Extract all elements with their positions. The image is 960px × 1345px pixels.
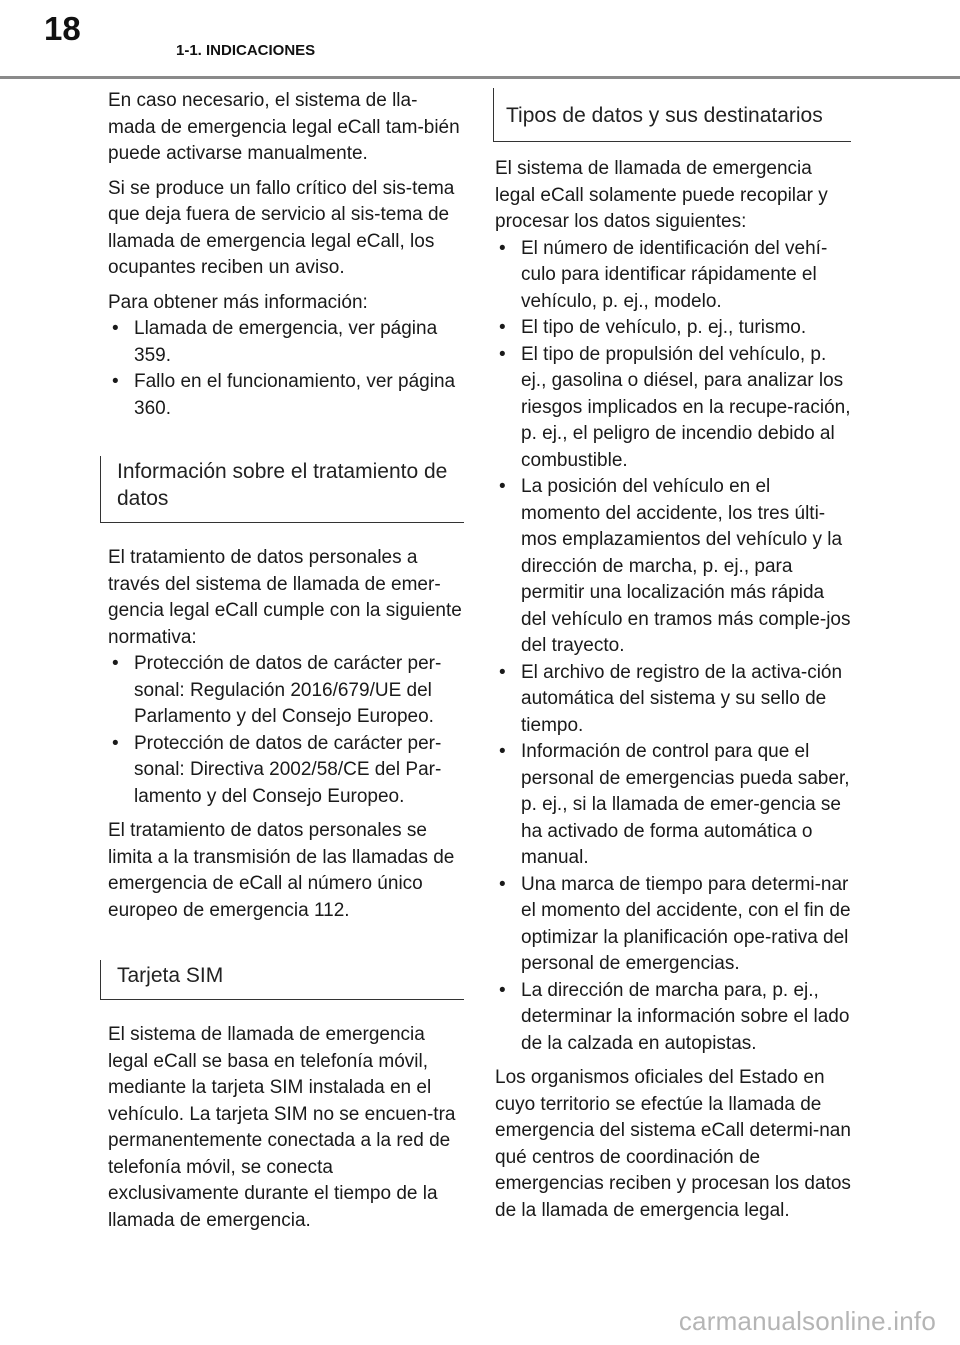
paragraph: El tratamiento de datos personales se limita a la transmisión de las llamadas de emergencia de eCall al número único europeo de emergencia 112.: [108, 820, 455, 921]
page-number: 18: [44, 10, 81, 47]
section-heading-sim-card: Tarjeta SIM: [100, 960, 464, 1000]
list-item: • Protección de datos de carácter per-sonal: Regulación 2016/679/UE del Parlamento y del Consejo Europeo.: [108, 651, 464, 731]
section-heading-data-processing: Información sobre el tratamiento de datos: [100, 456, 464, 523]
paragraph: En caso necesario, el sistema de lla-mada de emergencia legal eCall tam-bién puede activarse manualmente.: [108, 90, 460, 164]
list-item: • Fallo en el funcionamiento, ver página 360.: [108, 369, 464, 422]
paragraph: El tratamiento de datos personales a través del sistema de llamada de emer-gencia legal eCall cumple con la siguiente normativa:: [108, 547, 462, 648]
list-item: • Una marca de tiempo para determi-nar el momento del accidente, con el fin de optimizar la planificación ope-rativa del personal de emergencias.: [495, 872, 851, 978]
section-title: 1-1. INDICACIONES: [176, 42, 316, 59]
left-column: [108, 88, 464, 1242]
header-divider: [0, 76, 960, 79]
page-header: [0, 0, 960, 82]
paragraph: El sistema de llamada de emergencia legal eCall se basa en telefonía móvil, mediante la tarjeta SIM instalada en el vehículo. La tarjeta SIM no se encuen-tra permanentemente conectada a la red de telefonía móvil, se conecta exclusivamente durante el tiempo de la llamada de emergencia.: [108, 1024, 456, 1231]
right-column: [495, 88, 851, 1232]
list-item: • La dirección de marcha para, p. ej., determinar la información sobre el lado de la calzada en autopistas.: [495, 978, 851, 1058]
list-item: • Protección de datos de carácter per-sonal: Directiva 2002/58/CE del Par-lamento y del Consejo Europeo.: [108, 731, 464, 811]
paragraph: Los organismos oficiales del Estado en cuyo territorio se efectúe la llamada de emergencia del sistema eCall determi-nan qué centros de coordinación de emergencias reciben y procesan los datos de la llamada de emergencia legal.: [495, 1067, 851, 1221]
paragraph: Para obtener más información:: [108, 291, 368, 313]
list-item: • Información de control para que el personal de emergencias pueda saber, p. ej., si la llamada de emer-gencia se ha activado de forma automática o manual.: [495, 739, 851, 872]
list-item: • El tipo de propulsión del vehículo, p. ej., gasolina o diésel, para analizar los riesgos implicados en la recupe-ración, p. ej., el peligro de incendio debido al combustible.: [495, 342, 851, 475]
bullet-list: [495, 236, 851, 1058]
list-item: • La posición del vehículo en el momento del accidente, los tres últi-mos emplazamientos del vehículo y la dirección de marcha, p. ej., para permitir una localización más rápida del vehículo en tramos más comple-jos del trayecto.: [495, 474, 851, 660]
bullet-list: [108, 316, 464, 422]
watermark: carmanualsonline.info: [678, 1306, 936, 1336]
paragraph: Si se produce un fallo crítico del sis-tema que deja fuera de servicio al sis-tema de llamada de emergencia legal eCall, los ocupantes reciben un aviso.: [108, 177, 455, 278]
paragraph: El sistema de llamada de emergencia legal eCall solamente puede recopilar y procesar los datos siguientes:: [495, 158, 828, 232]
list-item: • El tipo de vehículo, p. ej., turismo.: [495, 315, 851, 342]
bullet-list: [108, 651, 464, 810]
list-item: • Llamada de emergencia, ver página 359.: [108, 316, 464, 369]
section-heading-data-types: Tipos de datos y sus destinatarios: [493, 88, 851, 142]
list-item: • El número de identificación del vehí-culo para identificar rápidamente el vehículo, p. ej., modelo.: [495, 236, 851, 316]
list-item: • El archivo de registro de la activa-ción automática del sistema y su sello de tiempo.: [495, 660, 851, 740]
